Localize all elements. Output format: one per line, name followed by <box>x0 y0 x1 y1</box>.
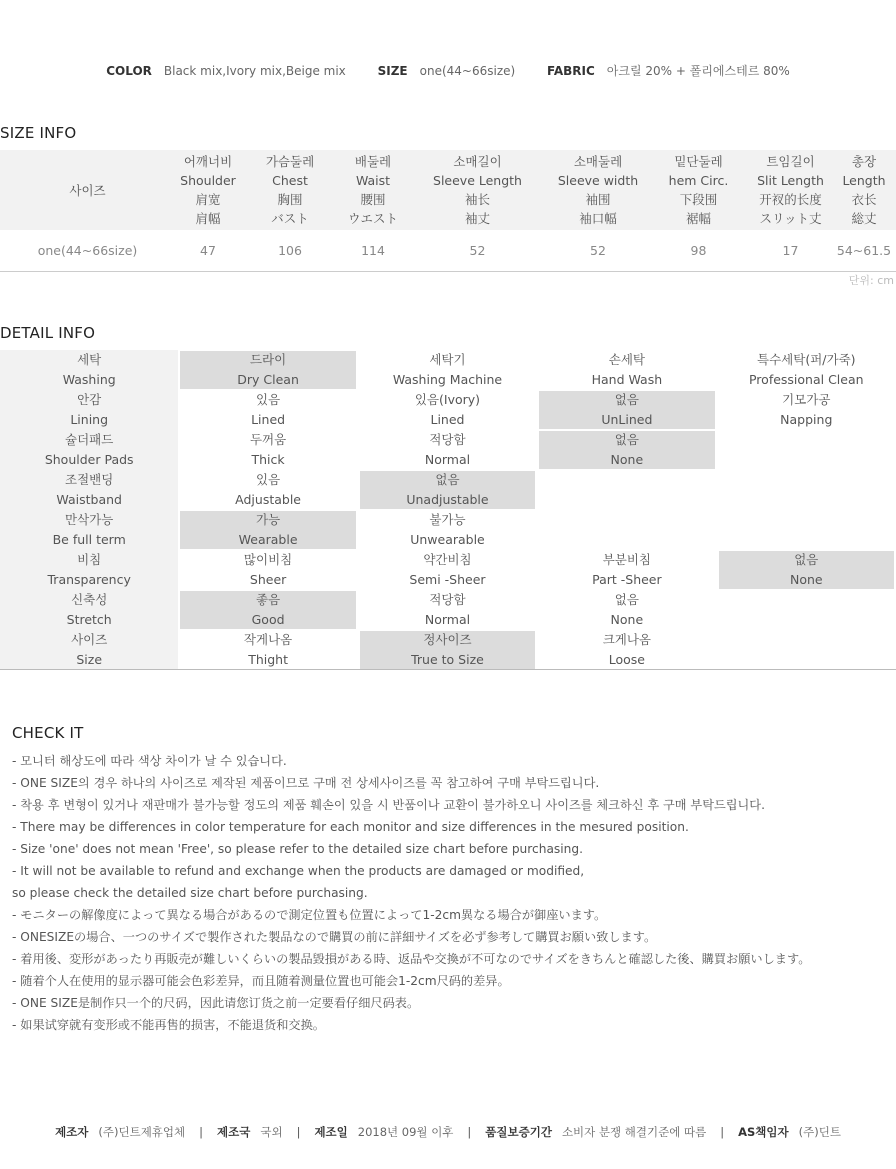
col-chest: 가슴둘레 Chest 胸围 バスト <box>241 150 339 230</box>
detail-empty-cell <box>537 510 716 550</box>
note-line: - 着用後、変形があったり再販売が難しいくらいの製品毀損がある時、返品や交換が不可なのでサイズをきちんと確認した後、購買お願いします。 <box>12 952 811 966</box>
detail-option: 없음 None <box>610 592 644 627</box>
table-row <box>0 470 896 510</box>
table-row <box>0 230 896 272</box>
fabric-label: FABRIC <box>547 64 595 78</box>
value-hem: 98 <box>648 230 749 272</box>
value-chest: 106 <box>241 230 339 272</box>
size-table-header <box>0 150 896 230</box>
note-line: - Size 'one' does not mean 'Free', so please refer to the detailed size chart before purchasing. <box>12 842 583 856</box>
footer-value: 2018년 09월 이후 <box>357 1125 454 1139</box>
detail-empty-cell <box>717 590 896 630</box>
detail-option <box>537 390 716 430</box>
size-label: SIZE <box>377 64 408 78</box>
selected-option-highlight: 가능 Wearable <box>180 511 355 549</box>
table-row <box>0 390 896 430</box>
note-line: - モニターの解像度によって異なる場合があるので測定位置も位置によって1-2cm異なる場合が御座います。 <box>12 908 607 922</box>
detail-info-title: DETAIL INFO <box>0 324 96 342</box>
value-slit: 17 <box>749 230 832 272</box>
size-value: one(44~66size) <box>419 64 516 78</box>
note-line: - It will not be available to refund and exchange when the products are damaged or modified, <box>12 864 585 878</box>
value-shoulder: 47 <box>175 230 241 272</box>
detail-option <box>178 590 357 630</box>
product-summary <box>0 62 896 79</box>
table-row <box>0 550 896 590</box>
footer-info <box>0 1124 896 1140</box>
size-header-label: 사이즈 <box>0 150 175 230</box>
note-line: so please check the detailed size chart before purchasing. <box>12 886 368 900</box>
detail-option: 약간비침 Semi -Sheer <box>409 552 486 587</box>
selected-option-highlight: 없음 Unadjustable <box>360 471 535 509</box>
footer-value: 국외 <box>260 1125 283 1139</box>
note-line: - ONESIZEの場合、一つのサイズで製作された製品なので購買の前に詳細サイズを必ず参考して購買お願い致します。 <box>12 930 657 944</box>
detail-option <box>358 630 537 670</box>
note-line: - ONE SIZE是制作只一个的尺码，因此请您订货之前一定要看仔细尺码表。 <box>12 996 420 1010</box>
detail-empty-cell <box>717 510 896 550</box>
detail-label: 만삭가능 Be full term <box>0 510 178 550</box>
color-label: COLOR <box>106 64 152 78</box>
footer-value: (주)딘트 <box>798 1125 841 1139</box>
check-it-title: CHECK IT <box>12 724 84 742</box>
footer-label: AS책임자 <box>738 1125 789 1139</box>
detail-label: 신축성 Stretch <box>0 590 178 630</box>
col-hem: 밑단둘레 hem Circ. 下段围 裾幅 <box>648 150 749 230</box>
detail-empty-cell <box>537 470 716 510</box>
col-sleeve-width: 소매둘레 Sleeve width 袖围 袖口幅 <box>548 150 648 230</box>
detail-option <box>178 350 357 390</box>
detail-option: 있음 Lined <box>251 392 286 427</box>
detail-option: 두꺼움 Thick <box>249 432 287 467</box>
detail-label: 비침 Transparency <box>0 550 178 590</box>
detail-option: 많이비침 Sheer <box>243 552 293 587</box>
footer-label: 제조일 <box>314 1125 348 1139</box>
value-sleeve-length: 52 <box>407 230 548 272</box>
footer-separator: | <box>296 1125 301 1139</box>
detail-option: 특수세탁(퍼/가죽) Professional Clean <box>748 352 864 387</box>
selected-option-highlight: 좋음 Good <box>180 591 355 629</box>
detail-option: 있음(Ivory) Lined <box>414 392 481 427</box>
detail-option <box>717 550 896 590</box>
selected-option-highlight: 없음 None <box>719 551 894 589</box>
table-row <box>0 350 896 390</box>
check-it-notes <box>12 750 810 1036</box>
table-row <box>0 510 896 550</box>
selected-option-highlight: 없음 None <box>539 431 714 469</box>
detail-option: 작게나옴 Thight <box>243 632 293 667</box>
detail-option: 적당함 Normal <box>424 592 471 627</box>
footer-label: 제조자 <box>55 1125 89 1139</box>
footer-value: (주)딘트제휴업체 <box>98 1125 186 1139</box>
fabric-value: 아크릴 20% + 폴리에스테르 80% <box>606 64 790 78</box>
size-info-title: SIZE INFO <box>0 124 77 142</box>
footer-label: 품질보증기간 <box>485 1125 552 1139</box>
footer-label: 제조국 <box>217 1125 251 1139</box>
note-line: - 随着个人在使用的显示器可能会色彩差异，而且随着测量位置也可能会1-2cm尺码的差异。 <box>12 974 510 988</box>
table-row <box>0 430 896 470</box>
detail-label: 조절밴딩 Waistband <box>0 470 178 510</box>
detail-label: 슐더패드 Shoulder Pads <box>0 430 178 470</box>
note-line: - There may be differences in color temperature for each monitor and size differences in the mesured position. <box>12 820 689 834</box>
table-row <box>0 590 896 630</box>
detail-empty-cell <box>717 430 896 470</box>
col-shoulder: 어깨너비 Shoulder 肩宽 肩幅 <box>175 150 241 230</box>
row-size: one(44~66size) <box>0 230 175 272</box>
detail-label: 세탁 Washing <box>0 350 178 390</box>
selected-option-highlight: 드라이 Dry Clean <box>180 351 355 389</box>
detail-option: 손세탁 Hand Wash <box>591 352 663 387</box>
col-slit: 트임길이 Slit Length 开衩的长度 スリット丈 <box>749 150 832 230</box>
value-sleeve-width: 52 <box>548 230 648 272</box>
note-line: - 如果试穿就有变形或不能再售的损害，不能退货和交换。 <box>12 1018 325 1032</box>
note-line: - ONE SIZE의 경우 하나의 사이즈로 제작된 제품이므로 구매 전 상세사이즈를 꼭 참고하여 구매 부탁드립니다. <box>12 776 600 790</box>
detail-option: 크게나옴 Loose <box>602 632 652 667</box>
detail-label: 안감 Lining <box>0 390 178 430</box>
size-table <box>0 150 896 272</box>
footer-separator: | <box>467 1125 472 1139</box>
detail-option <box>358 470 537 510</box>
selected-option-highlight: 정사이즈 True to Size <box>360 631 535 669</box>
col-waist: 배둘레 Waist 腰围 ウエスト <box>339 150 407 230</box>
col-sleeve-length: 소매길이 Sleeve Length 袖长 袖丈 <box>407 150 548 230</box>
detail-option: 적당함 Normal <box>424 432 471 467</box>
value-length: 54~61.5 <box>832 230 896 272</box>
detail-option: 세탁기 Washing Machine <box>392 352 503 387</box>
note-line: - 모니터 해상도에 따라 색상 차이가 날 수 있습니다. <box>12 754 287 768</box>
detail-option <box>537 430 716 470</box>
detail-table <box>0 350 896 670</box>
detail-empty-cell <box>717 630 896 670</box>
footer-separator: | <box>720 1125 725 1139</box>
detail-option: 있음 Adjustable <box>235 472 301 507</box>
detail-option: 불가능 Unwearable <box>410 512 485 547</box>
col-length: 총장 Length 衣长 総丈 <box>832 150 896 230</box>
table-row <box>0 630 896 670</box>
footer-value: 소비자 분쟁 해결기준에 따름 <box>561 1125 707 1139</box>
detail-option: 기모가공 Napping <box>780 392 833 427</box>
unit-label: 단위: cm <box>848 274 894 287</box>
detail-empty-cell <box>717 470 896 510</box>
detail-option <box>178 510 357 550</box>
color-value: Black mix,Ivory mix,Beige mix <box>163 64 346 78</box>
note-line: - 착용 후 변형이 있거나 재판매가 불가능할 정도의 제품 훼손이 있을 시 반품이나 교환이 불가하오니 사이즈를 체크하신 후 구매 부탁드립니다. <box>12 798 765 812</box>
footer-separator: | <box>199 1125 204 1139</box>
detail-label: 사이즈 Size <box>0 630 178 670</box>
detail-option: 부분비침 Part -Sheer <box>592 552 662 587</box>
detail-divider <box>0 669 896 670</box>
selected-option-highlight: 없음 UnLined <box>539 391 714 429</box>
value-waist: 114 <box>339 230 407 272</box>
